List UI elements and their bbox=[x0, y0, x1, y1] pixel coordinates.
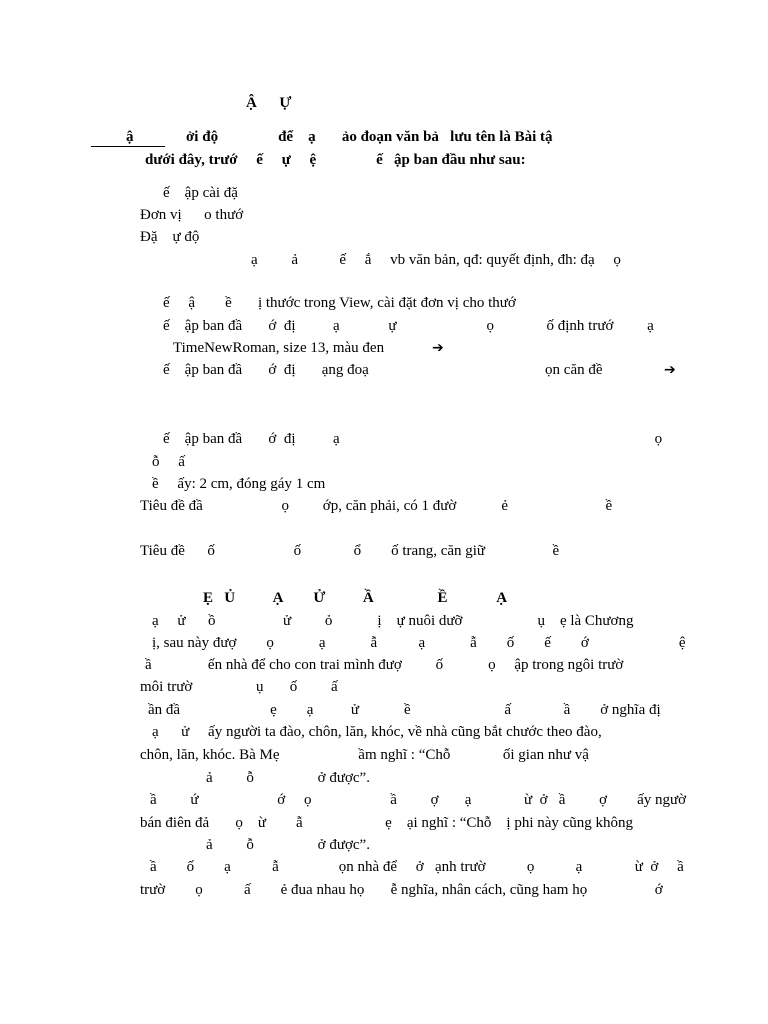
story-line-9: ầ ứ ớ ọ ầ ợ ạ ừ ở ầ ợ ấy ngườ bbox=[150, 792, 687, 808]
setup-line-4: ạ ả ế ắ vb văn bản, qđ: quyết định, đh: đạ ọ bbox=[251, 252, 621, 268]
setup-line-3: Đặ ự độ bbox=[140, 229, 200, 245]
setup-line-1: ế ập cài đặ bbox=[163, 185, 238, 201]
intro-line-2: dưới đây, trướ ế ự ệ ế ập ban đầu như sau: bbox=[145, 152, 526, 168]
story-line-13: trườ ọ ấ ẻ đua nhau họ ễ nghĩa, nhân cách, cũng ham họ ớ bbox=[140, 882, 663, 898]
step-line-5: ế ập ban đầ ớ đị ạ ọ bbox=[163, 431, 663, 447]
document-title: Ậ Ự bbox=[246, 95, 292, 111]
step-line-2: ế ập ban đầ ớ đị ạ ự ọ ố định trướ ạ bbox=[163, 318, 654, 334]
story-line-8: ả ỗ ở được”. bbox=[206, 770, 370, 786]
step-line-3: TimeNewRoman, size 13, màu đen bbox=[173, 340, 385, 356]
story-line-7: chôn, lăn, khóc. Bà Mẹ ầm nghĩ : “Chỗ ối gian như vậ bbox=[140, 747, 589, 763]
story-title: Ẹ Ủ Ạ Ử Ầ Ề Ạ bbox=[203, 590, 508, 606]
arrow-right-icon: ➔ bbox=[432, 340, 444, 356]
story-line-12: ầ ố ạ ẫ ọn nhà để ở ạnh trườ ọ ạ ừ ở ầ bbox=[150, 859, 684, 875]
step-line-9: Tiêu đề ố ố ổ ố trang, căn giữ ề bbox=[140, 543, 560, 559]
arrow-right-icon: ➔ bbox=[664, 362, 676, 378]
story-line-2: ị, sau này đượ ọ ạ ẫ ạ ẫ ố ế ớ ệ bbox=[152, 635, 686, 651]
step-line-7: ề ấy: 2 cm, đóng gáy 1 cm bbox=[152, 476, 326, 492]
intro-line-1: ậ ởi độ để ạ ảo đoạn văn bả lưu tên là Bài tậ bbox=[126, 129, 553, 145]
step-line-1: ế ậ ề ị thước trong View, cài đặt đơn vị cho thướ bbox=[163, 295, 516, 311]
setup-line-2: Đơn vị o thướ bbox=[140, 207, 244, 223]
story-line-5: ần đầ ẹ ạ ử ề ấ ầ ở nghĩa đị bbox=[148, 702, 661, 718]
story-line-6: ạ ử ấy người ta đào, chôn, lăn, khóc, về nhà cũng bắt chước theo đào, bbox=[152, 724, 602, 740]
story-line-3: ầ ến nhà để cho con trai mình đượ ố ọ ập trong ngôi trườ bbox=[145, 657, 624, 673]
story-line-10: bán điên đả ọ ừ ẫ ẹ ại nghĩ : “Chỗ ị phi này cũng không bbox=[140, 815, 634, 831]
step-line-4: ế ập ban đầ ớ đị ạng đoạ ọn căn đề bbox=[163, 362, 603, 378]
story-line-4: môi trườ ụ ố ấ bbox=[140, 679, 338, 695]
story-line-11: ả ỗ ở được”. bbox=[206, 837, 370, 853]
step-line-6: ỗ ấ bbox=[152, 454, 185, 470]
step-line-8: Tiêu đề đầ ọ ớp, căn phải, có 1 đườ ẻ ề bbox=[140, 498, 613, 514]
story-line-1: ạ ử ồ ử ỏ ị ự nuôi dưỡ ụ ẹ là Chương bbox=[152, 613, 634, 629]
underline-rule bbox=[91, 146, 165, 147]
